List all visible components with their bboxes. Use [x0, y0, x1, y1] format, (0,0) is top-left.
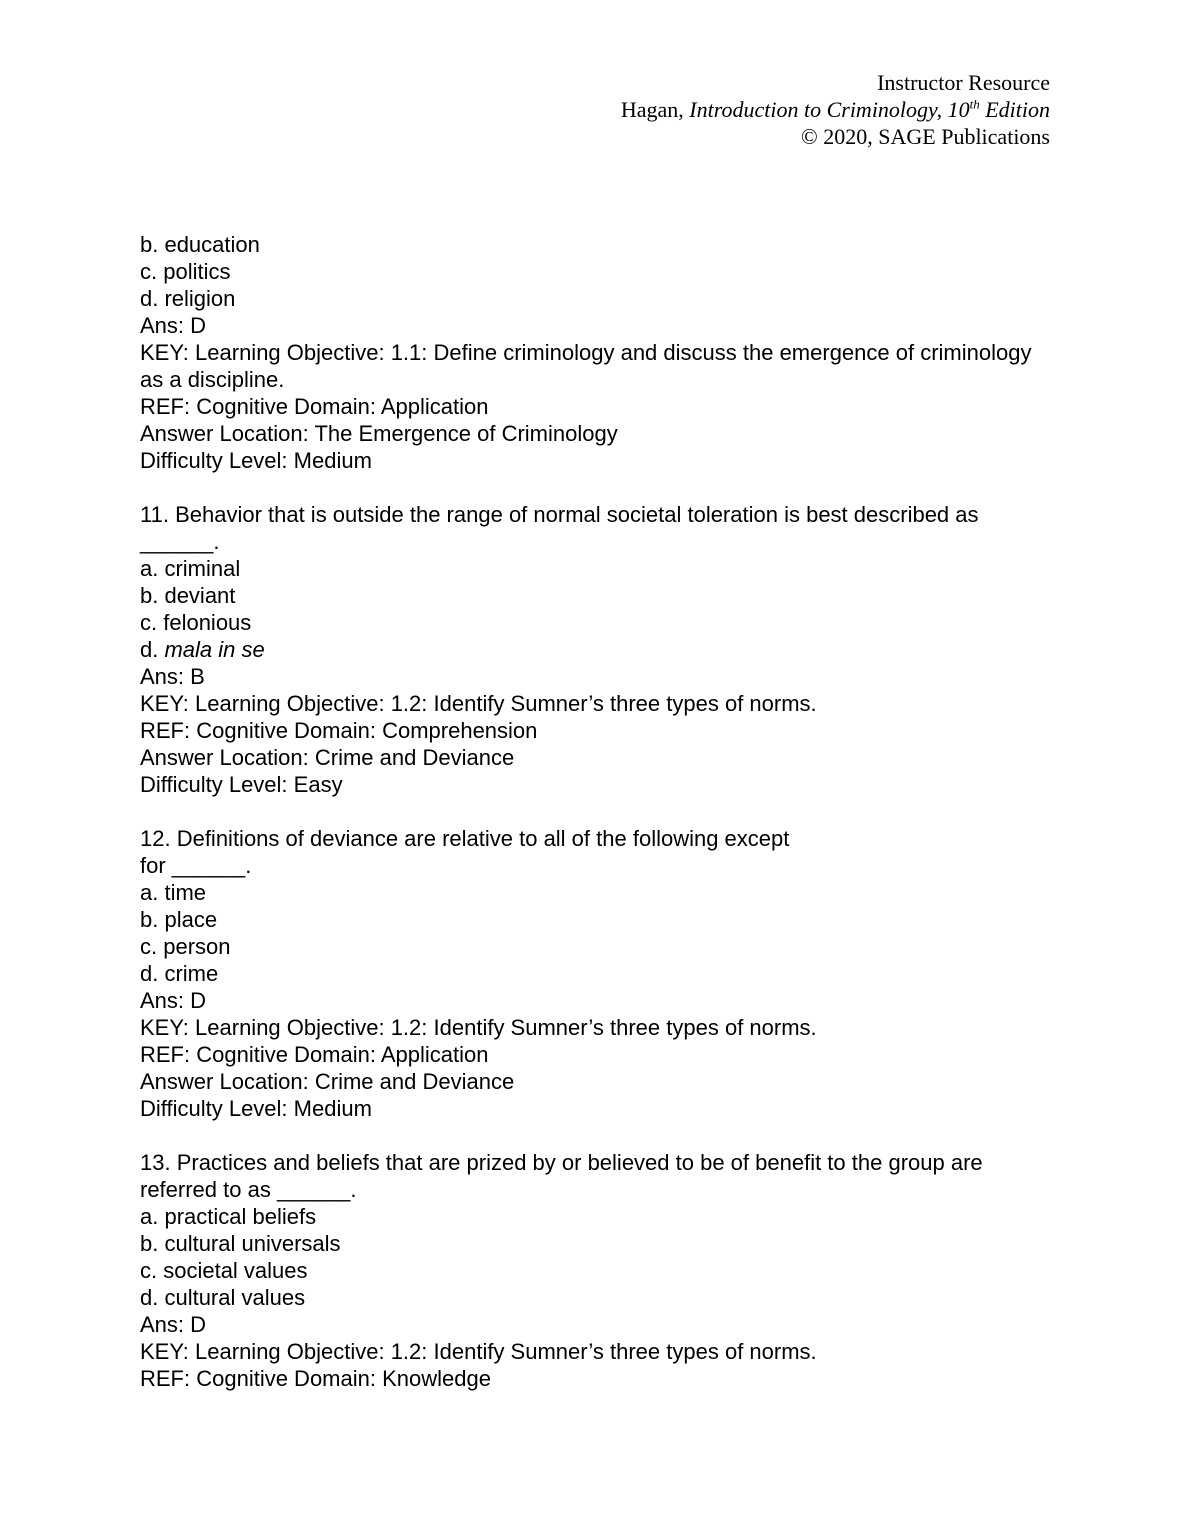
option-d-italic: mala in se	[164, 637, 265, 662]
question-10-tail	[140, 231, 1050, 474]
option-b: b. education	[140, 232, 260, 257]
option-a: a. practical beliefs	[140, 1204, 317, 1229]
option-b: b. place	[140, 907, 218, 932]
option-d: d. religion	[140, 286, 236, 311]
answer: Ans: D	[140, 1312, 207, 1337]
question-stem: 11. Behavior that is outside the range of normal societal toleration is best described as ______.	[140, 502, 979, 554]
header-edition-superscript: th	[969, 96, 980, 112]
question-12	[140, 825, 1050, 1122]
option-c: c. felonious	[140, 610, 252, 635]
option-b: b. cultural universals	[140, 1231, 341, 1256]
header-author: Hagan,	[620, 97, 690, 122]
answer-location: Answer Location: Crime and Deviance	[140, 1069, 515, 1094]
option-b: b. deviant	[140, 583, 236, 608]
question-stem-line-1: 12. Definitions of deviance are relative to all of the following except	[140, 826, 790, 851]
option-c: c. societal values	[140, 1258, 308, 1283]
option-d-prefix: d.	[140, 637, 165, 662]
answer: Ans: D	[140, 988, 207, 1013]
cognitive-domain: REF: Cognitive Domain: Application	[140, 394, 489, 419]
answer-location: Answer Location: The Emergence of Criminology	[140, 421, 618, 446]
learning-objective: KEY: Learning Objective: 1.2: Identify Sumner’s three types of norms.	[140, 1015, 817, 1040]
learning-objective: KEY: Learning Objective: 1.2: Identify Sumner’s three types of norms.	[140, 1339, 817, 1364]
question-11	[140, 501, 1050, 798]
answer: Ans: D	[140, 313, 207, 338]
header-book-title: Introduction to Criminology	[689, 97, 937, 122]
difficulty-level: Difficulty Level: Easy	[140, 772, 343, 797]
learning-objective: KEY: Learning Objective: 1.2: Identify Sumner’s three types of norms.	[140, 691, 817, 716]
header-copyright: © 2020, SAGE Publications	[801, 124, 1050, 149]
test-bank-content	[140, 231, 1050, 1392]
header-book-citation	[621, 96, 1050, 123]
answer-location: Answer Location: Crime and Deviance	[140, 745, 515, 770]
option-a: a. criminal	[140, 556, 241, 581]
question-stem-line-2: for ______.	[140, 853, 252, 878]
header-edition-number: , 10	[936, 97, 970, 122]
cognitive-domain: REF: Cognitive Domain: Knowledge	[140, 1366, 491, 1391]
difficulty-level: Difficulty Level: Medium	[140, 1096, 372, 1121]
header-resource-label: Instructor Resource	[877, 70, 1050, 95]
option-a: a. time	[140, 880, 207, 905]
learning-objective: KEY: Learning Objective: 1.1: Define criminology and discuss the emergence of criminology as a discipline.	[140, 340, 1032, 392]
option-c: c. person	[140, 934, 231, 959]
page-header	[621, 69, 1050, 150]
option-d	[140, 636, 1050, 663]
cognitive-domain: REF: Cognitive Domain: Application	[140, 1042, 489, 1067]
question-stem: 13. Practices and beliefs that are prized by or believed to be of benefit to the group are referred to as ______.	[140, 1150, 983, 1202]
option-d: d. crime	[140, 961, 219, 986]
difficulty-level: Difficulty Level: Medium	[140, 448, 372, 473]
question-13	[140, 1149, 1050, 1392]
option-d: d. cultural values	[140, 1285, 306, 1310]
option-c: c. politics	[140, 259, 231, 284]
cognitive-domain: REF: Cognitive Domain: Comprehension	[140, 718, 538, 743]
header-edition-word: Edition	[979, 97, 1050, 122]
answer: Ans: B	[140, 664, 205, 689]
